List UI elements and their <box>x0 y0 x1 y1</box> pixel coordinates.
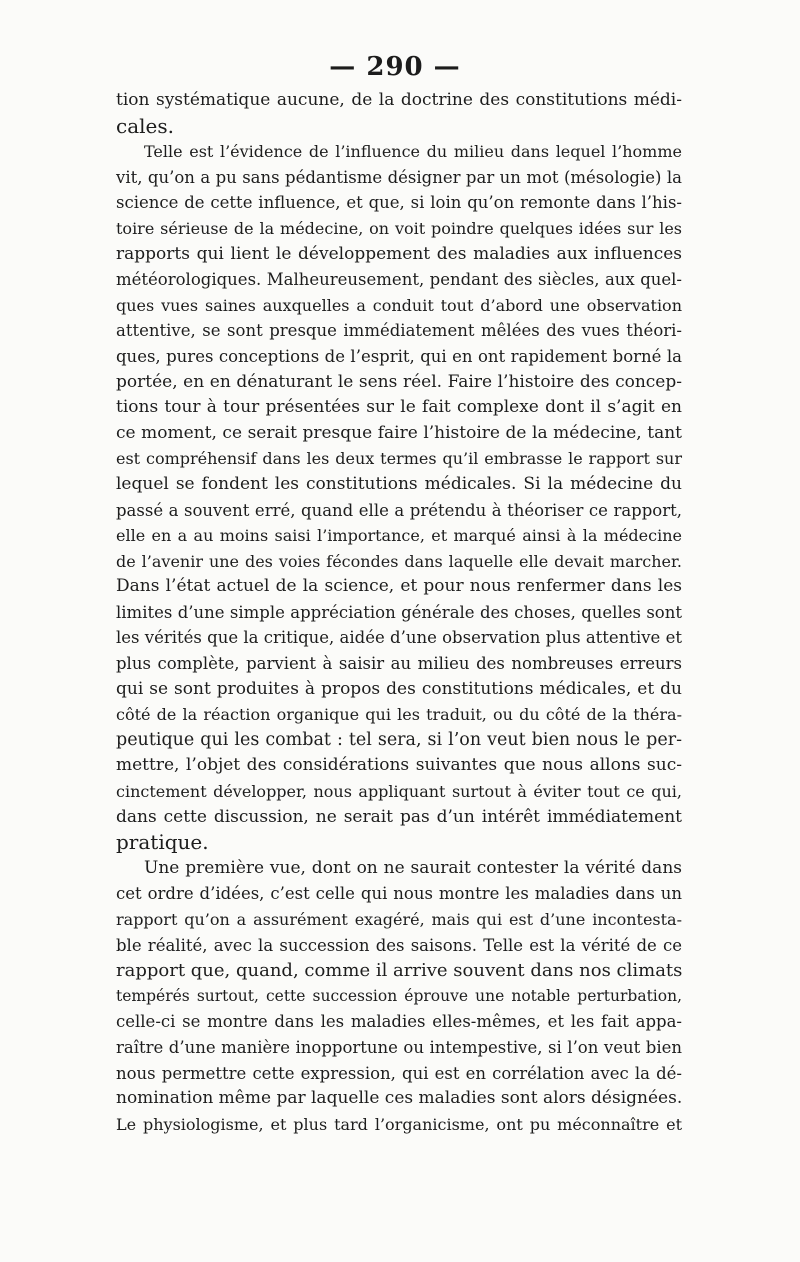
text-line: les vérités que la critique, aidée d’une observation plus attentive et <box>116 628 682 648</box>
text-line: celle-ci se montre dans les maladies elles-mêmes, et les fait appa- <box>116 1012 682 1032</box>
text-line: attentive, se sont presque immédiatement mêlées des vues théori- <box>116 321 682 341</box>
text-line: ques vues saines auxquelles a conduit tout d’abord une observation <box>116 295 682 315</box>
text-line: ce moment, ce serait presque faire l’histoire de la médecine, tant <box>116 422 682 443</box>
text-line: côté de la réaction organique qui les traduit, ou du côté de la théra- <box>116 705 682 725</box>
text-line: vit, qu’on a pu sans pédantisme désigner par un mot (mésologie) la <box>116 167 682 187</box>
text-line: tion systématique aucune, de la doctrine des constitutions médi- <box>116 90 682 110</box>
page-number: — 290 — <box>329 52 461 82</box>
text-line: ble réalité, avec la succession des saisons. Telle est la vérité de ce <box>116 935 682 955</box>
text-line: passé a souvent erré, quand elle a prétendu à théoriser ce rapport, <box>116 500 682 520</box>
paragraph-start-line: Une première vue, dont on ne saurait contester la vérité dans <box>144 857 682 878</box>
body-text <box>116 88 682 1137</box>
text-line: plus complète, parvient à saisir au milieu des nombreuses erreurs <box>116 654 682 674</box>
text-line: cinctement développer, nous appliquant surtout à éviter tout ce qui, <box>116 782 682 802</box>
text-line: elle en a au moins saisi l’importance, et marqué ainsi à la médecine <box>116 526 682 546</box>
text-line: tions tour à tour présentées sur le fait complexe dont il s’agit en <box>116 397 682 418</box>
text-line: ques, pures conceptions de l’esprit, qui en ont rapidement borné la <box>116 346 682 366</box>
text-line: qui se sont produites à propos des constitutions médicales, et du <box>116 678 682 699</box>
text-line: raître d’une manière inopportune ou intempestive, si l’on veut bien <box>116 1037 682 1057</box>
text-line: toire sérieuse de la médecine, on voit poindre quelques idées sur les <box>116 218 682 238</box>
text-line: limites d’une simple appréciation générale des choses, quelles sont <box>116 602 682 622</box>
text-line: nomination même par laquelle ces maladies sont alors désignées. <box>116 1088 683 1109</box>
text-line: Le physiologisme, et plus tard l’organicisme, ont pu méconnaître et <box>116 1114 682 1134</box>
text-line: lequel se fondent les constitutions médicales. Si la médecine du <box>116 473 682 494</box>
text-line: rapport qu’on a assurément exagéré, mais qui est d’une incontesta- <box>116 910 682 929</box>
paragraph-start-line: Telle est l’évidence de l’influence du milieu dans lequel l’homme <box>144 142 682 162</box>
text-line: portée, en en dénaturant le sens réel. Faire l’histoire des concep- <box>116 371 682 392</box>
text-line: est compréhensif dans les deux termes qu’il embrasse le rapport sur <box>116 449 682 469</box>
text-line: rapport que, quand, comme il arrive souvent dans nos climats <box>116 960 683 982</box>
text-line: nous permettre cette expression, qui est en corrélation avec la dé- <box>116 1063 682 1083</box>
text-line: Dans l’état actuel de la science, et pour nous renfermer dans les <box>116 576 682 597</box>
text-line: mettre, l’objet des considérations suivantes que nous allons suc- <box>116 755 682 776</box>
text-line: cales. <box>116 113 174 138</box>
text-line: peutique qui les combat : tel sera, si l’on veut bien nous le per- <box>116 729 682 750</box>
text-line: de l’avenir une des voies fécondes dans laquelle elle devait marcher. <box>116 551 682 571</box>
text-line: dans cette discussion, ne serait pas d’un intérêt immédiatement <box>116 806 682 827</box>
text-line: rapports qui lient le développement des maladies aux influences <box>116 243 682 264</box>
text-line: tempérés surtout, cette succession éprouve une notable perturbation, <box>116 986 682 1005</box>
text-line: cet ordre d’idées, c’est celle qui nous montre les maladies dans un <box>116 884 682 904</box>
text-line: pratique. <box>116 830 209 855</box>
text-line: science de cette influence, et que, si loin qu’on remonte dans l’his- <box>116 193 682 213</box>
text-line: météorologiques. Malheureusement, pendant des siècles, aux quel- <box>116 270 682 290</box>
